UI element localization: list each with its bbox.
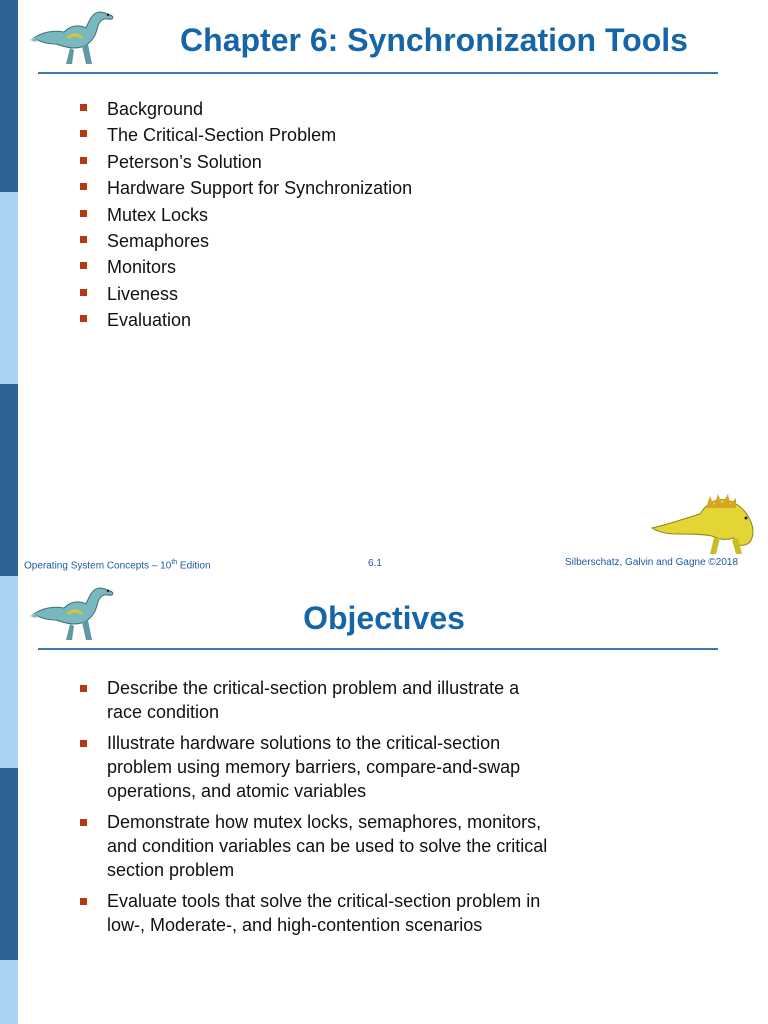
bullet-icon <box>80 315 87 322</box>
side-bar-segment <box>0 384 18 576</box>
bullet-icon <box>80 898 87 905</box>
list-item: Background <box>80 98 412 124</box>
list-item: Illustrate hardware solutions to the critical-section problem using memory barriers, compare-and-swap operations, and atomic variables <box>80 731 550 803</box>
side-bar-segment <box>0 960 18 1024</box>
bullet-list <box>80 98 412 336</box>
list-item: Monitors <box>80 256 412 282</box>
side-bar-segment <box>0 0 18 192</box>
bullet-icon <box>80 130 87 137</box>
bullet-icon <box>80 740 87 747</box>
footer-authors: Silberschatz, Galvin and Gagne ©2018 <box>565 557 739 568</box>
list-item: Evaluate tools that solve the critical-section problem in low-, Moderate-, and high-contention scenarios <box>80 889 550 937</box>
list-item: Semaphores <box>80 230 412 256</box>
list-item: Hardware Support for Synchronization <box>80 177 412 203</box>
bullet-icon <box>80 157 87 164</box>
bullet-list <box>80 676 550 944</box>
list-item: Describe the critical-section problem and illustrate a race condition <box>80 676 550 724</box>
slide-title: Objectives <box>303 600 465 636</box>
list-item: Demonstrate how mutex locks, semaphores, monitors, and condition variables can be used to solve the critical section problem <box>80 810 550 882</box>
list-item: Mutex Locks <box>80 204 412 230</box>
side-bar-segment <box>0 768 18 960</box>
bullet-icon <box>80 183 87 190</box>
footer-book-title: Operating System Concepts – 10th Edition <box>24 559 211 572</box>
bullet-icon <box>80 262 87 269</box>
bullet-icon <box>80 685 87 692</box>
footer-page-number: 6.1 <box>368 558 382 569</box>
dinosaur-logo-icon <box>28 4 120 70</box>
title-divider <box>38 648 718 650</box>
slide-title: Chapter 6: Synchronization Tools <box>180 22 688 58</box>
bullet-icon <box>80 236 87 243</box>
bullet-icon <box>80 289 87 296</box>
list-item: Peterson’s Solution <box>80 151 412 177</box>
slide-2 <box>0 576 768 1024</box>
side-bar-segment <box>0 192 18 384</box>
title-divider <box>38 72 718 74</box>
list-item: The Critical-Section Problem <box>80 124 412 150</box>
dinosaur-illustration-icon <box>650 488 762 558</box>
bullet-icon <box>80 819 87 826</box>
bullet-icon <box>80 210 87 217</box>
bullet-icon <box>80 104 87 111</box>
list-item: Evaluation <box>80 309 412 335</box>
list-item: Liveness <box>80 283 412 309</box>
